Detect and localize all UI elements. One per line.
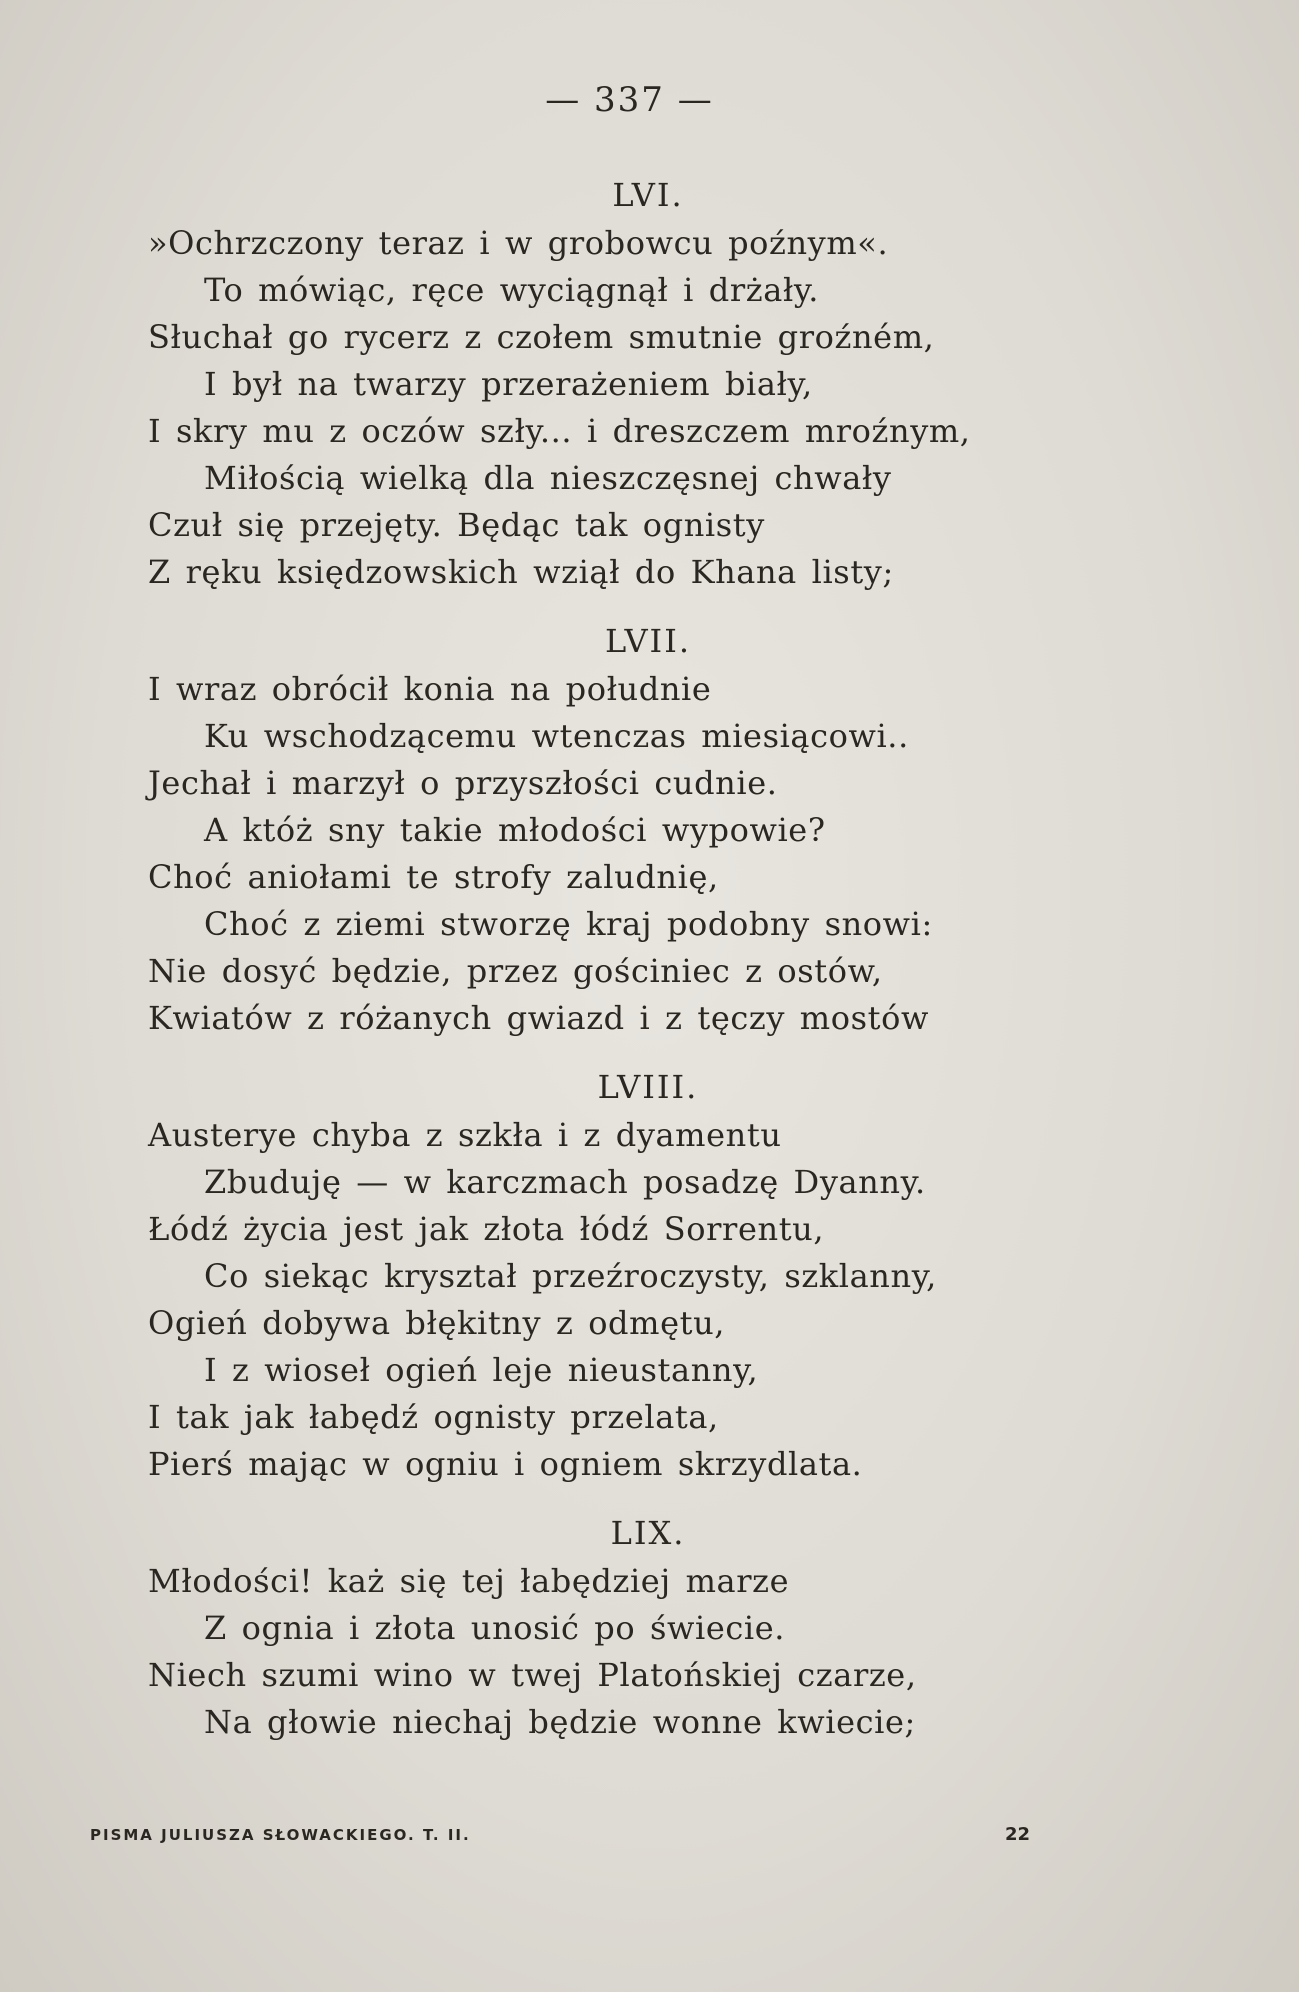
poem-text: [148, 170, 1168, 1746]
stanza-number: LIX.: [610, 1514, 686, 1552]
verse-line: A któż sny takie młodości wypowie?: [204, 811, 826, 849]
stanza-number: LVI.: [612, 176, 684, 214]
page-number: — 337 —: [545, 80, 714, 120]
signature-mark: 22: [1004, 1824, 1030, 1845]
verse-line: I z wioseł ogień leje nieustanny,: [204, 1351, 759, 1389]
stanza: [148, 1508, 1168, 1746]
verse-line: Czuł się przejęty. Będąc tak ognisty: [148, 506, 765, 544]
verse-line: Ogień dobywa błękitny z odmętu,: [148, 1304, 726, 1342]
verse-line: Zbuduję — w karczmach posadzę Dyanny.: [204, 1163, 926, 1201]
stanza: [148, 616, 1168, 1042]
verse-line: Jechał i marzył o przyszłości cudnie.: [148, 764, 778, 802]
verse-line: Kwiatów z różanych gwiazd i z tęczy mostów: [148, 999, 929, 1037]
stanza: [148, 170, 1168, 596]
stanza: [148, 1062, 1168, 1488]
verse-line: Pierś mając w ogniu i ogniem skrzydlata.: [148, 1445, 863, 1483]
verse-line: I wraz obrócił konia na południe: [148, 670, 712, 708]
verse-line: Co siekąc kryształ przeźroczysty, szklanny,: [204, 1257, 937, 1295]
verse-line: »Ochrzczony teraz i w grobowcu poźnym«.: [148, 224, 889, 262]
verse-line: Z ręku księdzowskich wziął do Khana listy;: [148, 553, 894, 591]
stanza-number: LVII.: [604, 622, 691, 660]
verse-line: I był na twarzy przerażeniem biały,: [204, 365, 813, 403]
stanza-number: LVIII.: [597, 1068, 699, 1106]
page-footer: [90, 1826, 1030, 1856]
verse-line: Łódź życia jest jak złota łódź Sorrentu,: [148, 1210, 825, 1248]
verse-line: Młodości! każ się tej łabędziej marze: [148, 1562, 790, 1600]
verse-line: Słuchał go rycerz z czołem smutnie groźném,: [148, 318, 935, 356]
verse-line: Na głowie niechaj będzie wonne kwiecie;: [204, 1703, 916, 1741]
verse-line: Z ognia i złota unosić po świecie.: [204, 1609, 786, 1647]
verse-line: Miłością wielką dla nieszczęsnej chwały: [204, 459, 892, 497]
verse-line: Choć aniołami te strofy zaludnię,: [148, 858, 719, 896]
verse-line: I tak jak łabędź ognisty przelata,: [148, 1398, 719, 1436]
footer-title: PISMA JULIUSZA SŁOWACKIEGO. T. II.: [90, 1826, 471, 1844]
verse-line: Ku wschodzącemu wtenczas miesiącowi..: [204, 717, 909, 755]
verse-line: Choć z ziemi stworzę kraj podobny snowi:: [204, 905, 933, 943]
verse-line: Austerye chyba z szkła i z dyamentu: [148, 1116, 782, 1154]
verse-line: Nie dosyć będzie, przez gościniec z ostów,: [148, 952, 883, 990]
verse-line: Niech szumi wino w twej Platońskiej czarze,: [148, 1656, 917, 1694]
verse-line: To mówiąc, ręce wyciągnął i drżały.: [204, 271, 820, 309]
verse-line: I skry mu z oczów szły... i dreszczem mroźnym,: [148, 412, 971, 450]
